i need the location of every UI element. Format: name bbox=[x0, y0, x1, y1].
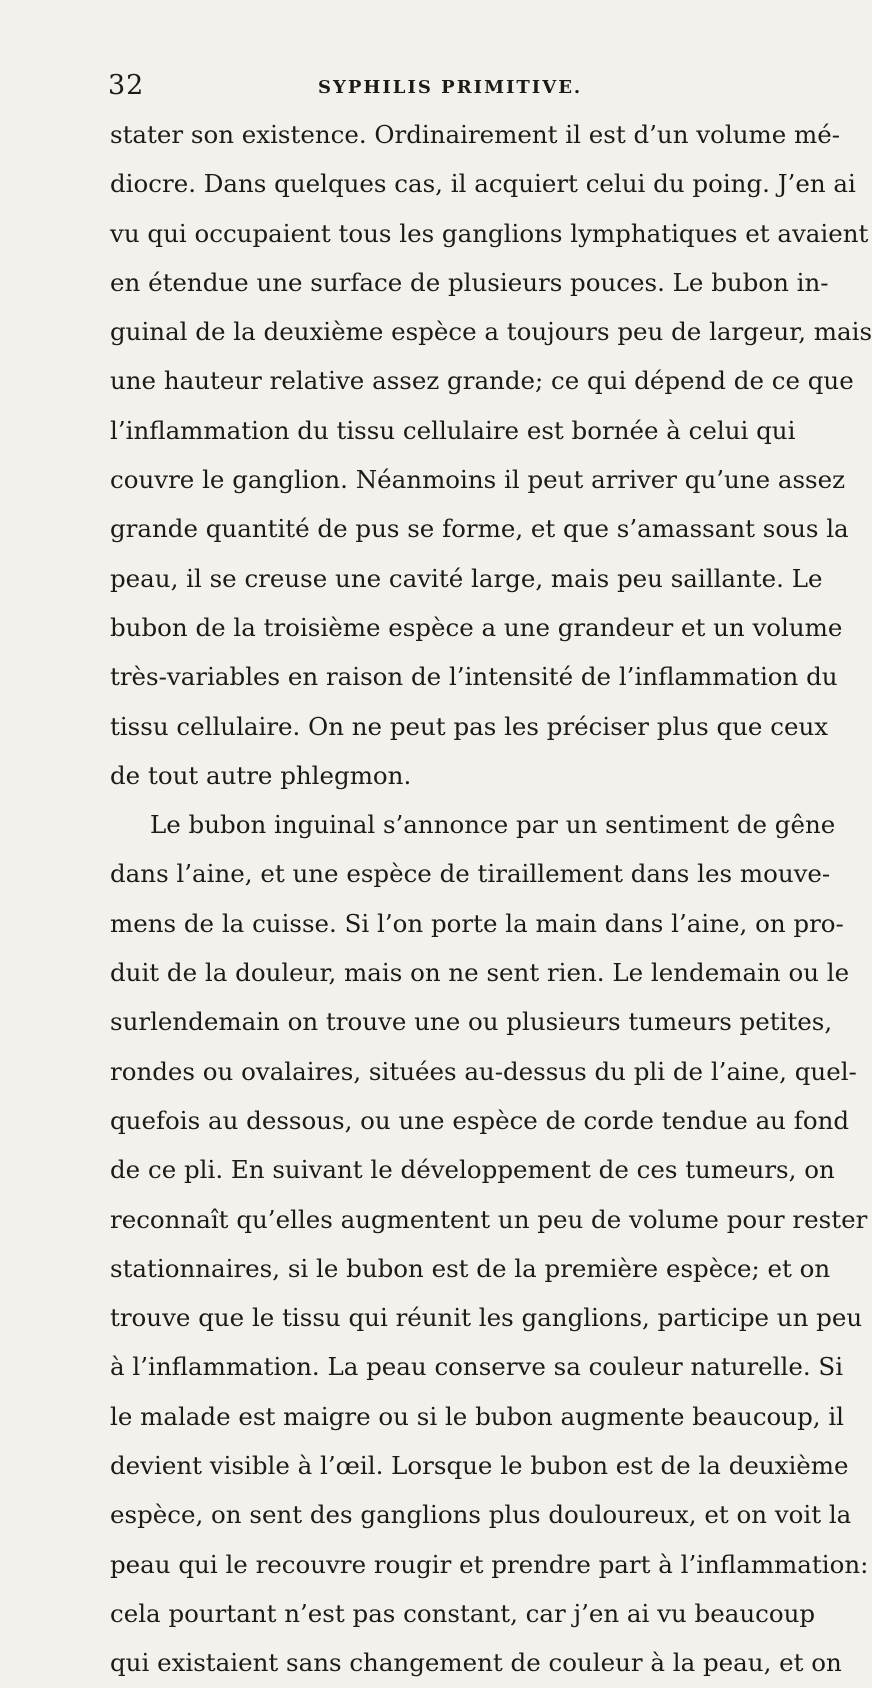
text-line: qui existaient sans changement de couleur à la peau, et on bbox=[110, 1648, 842, 1678]
text-line: en étendue une surface de plusieurs pouces. Le bubon in- bbox=[110, 267, 829, 297]
text-line: espèce, on sent des ganglions plus douloureux, et on voit la bbox=[110, 1500, 852, 1530]
body-text bbox=[110, 110, 872, 1688]
text-line: duit de la douleur, mais on ne sent rien. Le lendemain ou le bbox=[110, 958, 850, 988]
text-line: rondes ou ovalaires, situées au-dessus du pli de l’aine, quel- bbox=[110, 1056, 857, 1086]
text-line: de ce pli. En suivant le développement de ces tumeurs, on bbox=[110, 1155, 835, 1185]
text-line: peau, il se creuse une cavité large, mais peu saillante. Le bbox=[110, 563, 823, 593]
text-line: une hauteur relative assez grande; ce qui dépend de ce que bbox=[110, 366, 854, 396]
text-line: guinal de la deuxième espèce a toujours peu de largeur, mais bbox=[110, 317, 872, 347]
page-header bbox=[108, 70, 728, 110]
text-line: devient visible à l’œil. Lorsque le bubon est de la deuxième bbox=[110, 1451, 849, 1481]
text-line: Le bubon inguinal s’annonce par un sentiment de gêne bbox=[150, 810, 836, 840]
text-line: l’inflammation du tissu cellulaire est bornée à celui qui bbox=[110, 415, 796, 445]
text-line: stationnaires, si le bubon est de la première espèce; et on bbox=[110, 1253, 831, 1283]
text-line: couvre le ganglion. Néanmoins il peut arriver qu’une assez bbox=[110, 465, 846, 495]
text-line: à l’inflammation. La peau conserve sa couleur naturelle. Si bbox=[110, 1352, 844, 1382]
text-line: trouve que le tissu qui réunit les ganglions, participe un peu bbox=[110, 1303, 863, 1333]
text-line: vu qui occupaient tous les ganglions lymphatiques et avaient bbox=[110, 218, 869, 248]
page-number: 32 bbox=[108, 70, 145, 101]
text-line: dans l’aine, et une espèce de tiraillement dans les mouve- bbox=[110, 859, 831, 889]
running-title: SYPHILIS PRIMITIVE. bbox=[318, 77, 583, 98]
text-line: stater son existence. Ordinairement il est d’un volume mé- bbox=[110, 120, 841, 149]
text-line: bubon de la troisième espèce a une grandeur et un volume bbox=[110, 612, 843, 642]
text-line: cela pourtant n’est pas constant, car j’en ai vu beaucoup bbox=[110, 1598, 816, 1628]
text-line: quefois au dessous, ou une espèce de corde tendue au fond bbox=[110, 1105, 850, 1135]
text-line: tissu cellulaire. On ne peut pas les préciser plus que ceux bbox=[110, 711, 829, 741]
text-line: peau qui le recouvre rougir et prendre part à l’inflammation: bbox=[110, 1549, 869, 1579]
text-line: diocre. Dans quelques cas, il acquiert celui du poing. J’en ai bbox=[110, 169, 856, 199]
text-line: surlendemain on trouve une ou plusieurs tumeurs petites, bbox=[110, 1007, 833, 1037]
text-line: reconnaît qu’elles augmentent un peu de volume pour rester bbox=[110, 1204, 868, 1234]
text-line: de tout autre phlegmon. bbox=[110, 760, 412, 790]
text-line: mens de la cuisse. Si l’on porte la main dans l’aine, on pro- bbox=[110, 908, 844, 938]
text-line: grande quantité de pus se forme, et que s’amassant sous la bbox=[110, 514, 849, 544]
text-line: très-variables en raison de l’intensité de l’inflammation du bbox=[110, 662, 838, 692]
text-line: le malade est maigre ou si le bubon augmente beaucoup, il bbox=[110, 1401, 844, 1431]
